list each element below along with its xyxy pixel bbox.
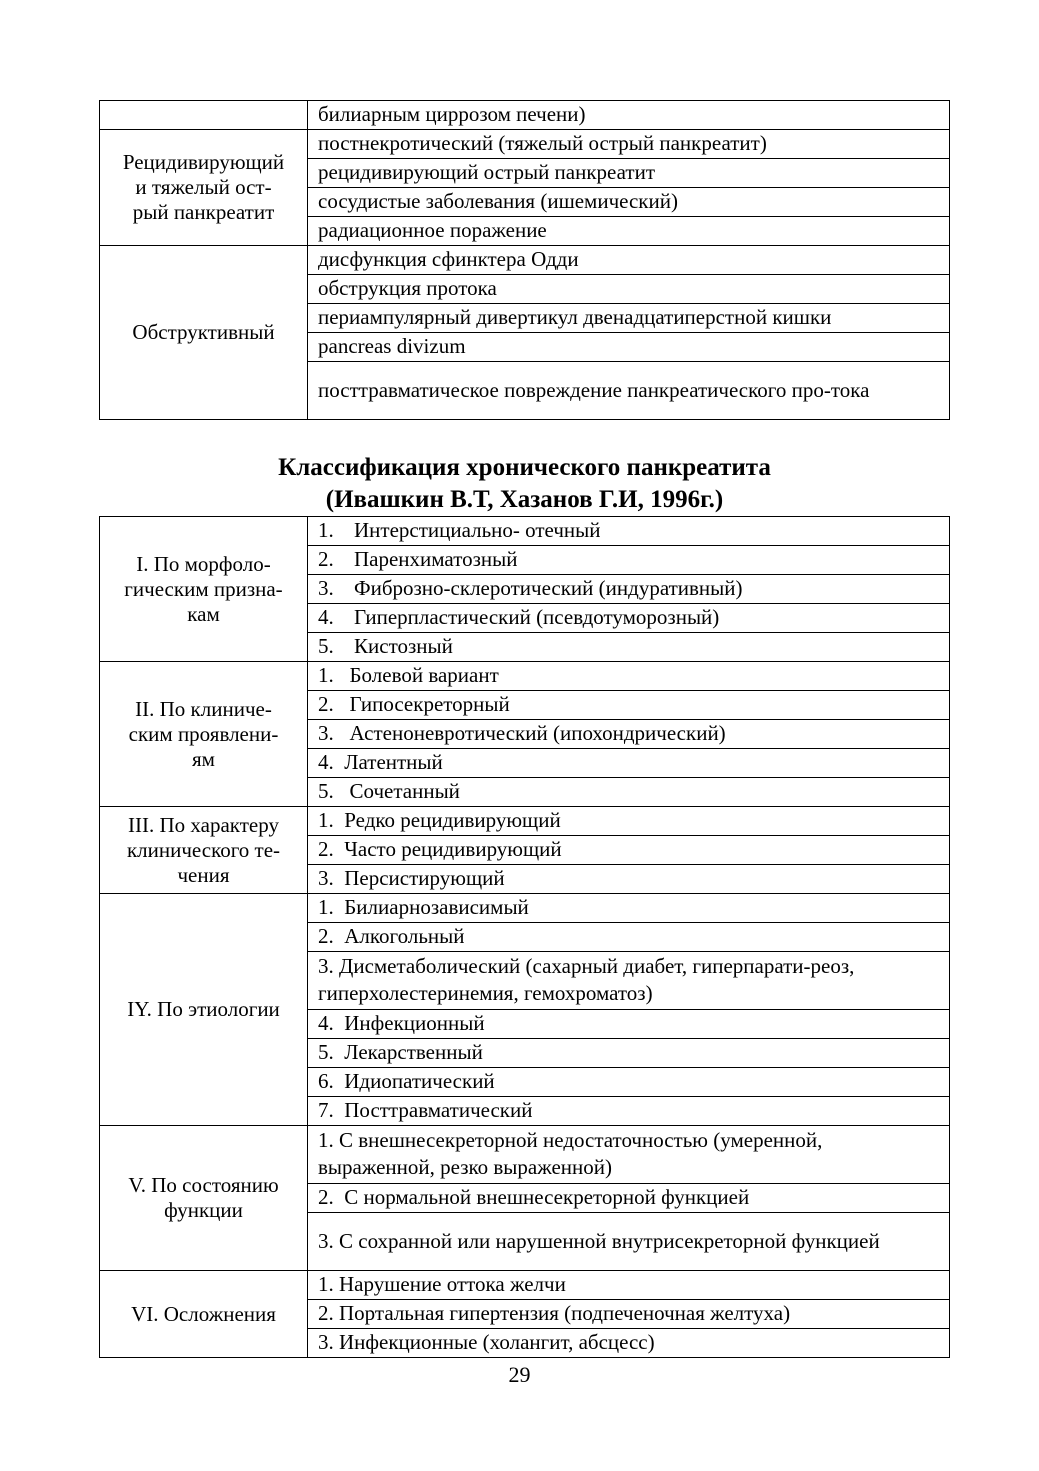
section-title: Классификация хронического панкреатита [278, 454, 771, 481]
table-cell: радиационное поражение [308, 217, 950, 246]
table-cell: 2. Часто рецидивирующий [308, 836, 950, 865]
table-cell: 4. Инфекционный [308, 1010, 950, 1039]
table-cell: 7. Посттравматический [308, 1097, 950, 1126]
table-row [100, 130, 950, 159]
table-cell: 2. Алкогольный [308, 923, 950, 952]
table-cell: 6. Идиопатический [308, 1068, 950, 1097]
table-cell: 2. Паренхиматозный [308, 546, 950, 575]
table-cell: pancreas divizum [308, 333, 950, 362]
table-row [100, 101, 950, 130]
page-number: 29 [508, 1362, 531, 1387]
table-cell: сосудистые заболевания (ишемический) [308, 188, 950, 217]
table-row [100, 1126, 950, 1184]
table-cell: дисфункция сфинктера Одди [308, 246, 950, 275]
table-cell: 3. Астеноневротический (ипохондрический) [308, 720, 950, 749]
group-label-function: V. По состоянию функции [100, 1126, 308, 1271]
group-label-complications: VI. Осложнения [100, 1271, 308, 1358]
classification-table [99, 516, 950, 1358]
table-cell: 3. С сохранной или нарушенной внутрисекреторной функцией [308, 1213, 950, 1271]
table-row [100, 807, 950, 836]
table-cell: 5. Сочетанный [308, 778, 950, 807]
section-subtitle: (Ивашкин В.Т, Хазанов Г.И, 1996г.) [325, 486, 724, 513]
table-cell: 4. Гиперпластический (псевдотуморозный) [308, 604, 950, 633]
table-cell: 1. Интерстициально- отечный [308, 517, 950, 546]
table-row [100, 246, 950, 275]
table-cell: рецидивирующий острый панкреатит [308, 159, 950, 188]
table-cell: 3. Инфекционные (холангит, абсцесс) [308, 1329, 950, 1358]
table-cell: постнекротический (тяжелый острый панкреатит) [308, 130, 950, 159]
table-cell: 3. Персистирующий [308, 865, 950, 894]
table-cell: посттравматическое повреждение панкреатического про-тока [308, 362, 950, 420]
group-label-obstructive: Обструктивный [100, 246, 308, 420]
etiology-table-continued [99, 100, 950, 420]
table-cell: 1. Нарушение оттока желчи [308, 1271, 950, 1300]
table-cell: билиарным циррозом печени) [308, 101, 950, 130]
table-cell: 2. Портальная гипертензия (подпеченочная желтуха) [308, 1300, 950, 1329]
table-cell: 3. Фиброзно-склеротический (индуративный) [308, 575, 950, 604]
empty-cell [100, 101, 308, 130]
group-label-clinical: II. По клиниче- ским проявлени- ям [100, 662, 308, 807]
group-label-etiology: IY. По этиологии [100, 894, 308, 1126]
table-cell: 4. Латентный [308, 749, 950, 778]
table-row [100, 894, 950, 923]
table-cell: 1. С внешнесекреторной недостаточностью (умеренной, выраженной, резко выраженной) [308, 1126, 950, 1184]
group-label-course: III. По характеру клинического те- чения [100, 807, 308, 894]
group-label-recurrent: Рецидивирующий и тяжелый ост- рый панкреатит [100, 130, 308, 246]
table-row [100, 517, 950, 546]
table-cell: 1. Болевой вариант [308, 662, 950, 691]
table-cell: периампулярный дивертикул двенадцатиперстной кишки [308, 304, 950, 333]
table-row [100, 662, 950, 691]
table-cell: 3. Дисметаболический (сахарный диабет, гиперпарати-реоз, гиперхолестеринемия, гемохроматоз) [308, 952, 950, 1010]
table-row [100, 1271, 950, 1300]
table-cell: 1. Редко рецидивирующий [308, 807, 950, 836]
table-cell: 2. С нормальной внешнесекреторной функцией [308, 1184, 950, 1213]
table-cell: обструкция протока [308, 275, 950, 304]
table-cell: 1. Билиарнозависимый [308, 894, 950, 923]
table-cell: 2. Гипосекреторный [308, 691, 950, 720]
group-label-morphology: I. По морфоло- гическим призна- кам [100, 517, 308, 662]
table-cell: 5. Кистозный [308, 633, 950, 662]
table-cell: 5. Лекарственный [308, 1039, 950, 1068]
